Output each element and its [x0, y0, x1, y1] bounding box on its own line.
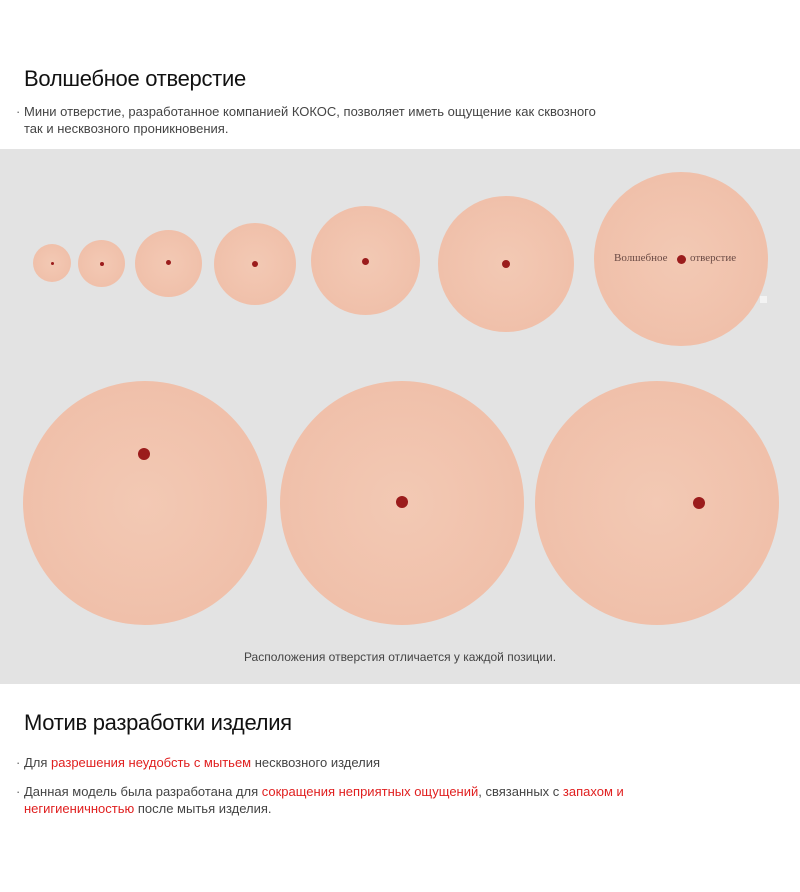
hole-marker	[166, 260, 171, 265]
section-title-motive: Мотив разработки изделия	[24, 710, 292, 735]
sample-disc-1	[33, 244, 71, 282]
motive-bullet-2	[16, 783, 676, 817]
disc-label-right: отверстие	[690, 252, 737, 264]
hole-marker	[502, 260, 510, 268]
motive-bullet-1	[16, 754, 676, 771]
sample-disc-6	[438, 196, 574, 332]
bullet2-mid: , связанных с	[478, 784, 563, 799]
hole-marker	[677, 255, 686, 264]
sample-disc-large-1	[23, 381, 267, 625]
bullet-dot: ·	[16, 784, 21, 799]
intro-bullet	[16, 103, 676, 137]
hole-marker	[693, 497, 705, 509]
decorative-square	[760, 296, 767, 303]
bullet2-post: после мытья изделия.	[134, 801, 272, 816]
hole-marker	[252, 261, 258, 267]
intro-line-1: Мини отверстие, разработанное компанией КОКОС, позволяет иметь ощущение как сквозного	[24, 104, 596, 119]
sample-disc-2	[78, 240, 125, 287]
intro-line-2: так и несквозного проникновения.	[24, 121, 229, 136]
sample-disc-3	[135, 230, 202, 297]
sample-disc-large-3	[535, 381, 779, 625]
hole-marker	[51, 262, 54, 265]
bullet1-pre: Для	[24, 755, 52, 770]
sample-disc-7	[594, 172, 768, 346]
sample-disc-large-2	[280, 381, 524, 625]
hole-marker	[100, 262, 104, 266]
bullet2-highlight-1: сокращения неприятных ощущений	[261, 784, 479, 799]
bullet2-pre: Данная модель была разработана для	[24, 784, 262, 799]
sample-disc-5	[311, 206, 420, 315]
bullet2-highlight-2a: запахом и	[562, 784, 624, 799]
disc-label-left: Волшебное	[614, 252, 668, 264]
hole-marker	[396, 496, 408, 508]
bullet-dot: ·	[16, 104, 21, 119]
hole-marker	[138, 448, 150, 460]
samples-caption: Расположения отверстия отличается у каждой позиции.	[243, 650, 557, 664]
section-title-magic-hole: Волшебное отверстие	[24, 66, 246, 91]
bullet-dot: ·	[16, 755, 21, 770]
bullet1-highlight: разрешения неудобсть с мытьем	[51, 755, 252, 770]
sample-disc-4	[214, 223, 296, 305]
bullet2-highlight-2b: негигиеничностью	[24, 801, 135, 816]
bullet1-post: несквозного изделия	[251, 755, 381, 770]
hole-marker	[362, 258, 369, 265]
